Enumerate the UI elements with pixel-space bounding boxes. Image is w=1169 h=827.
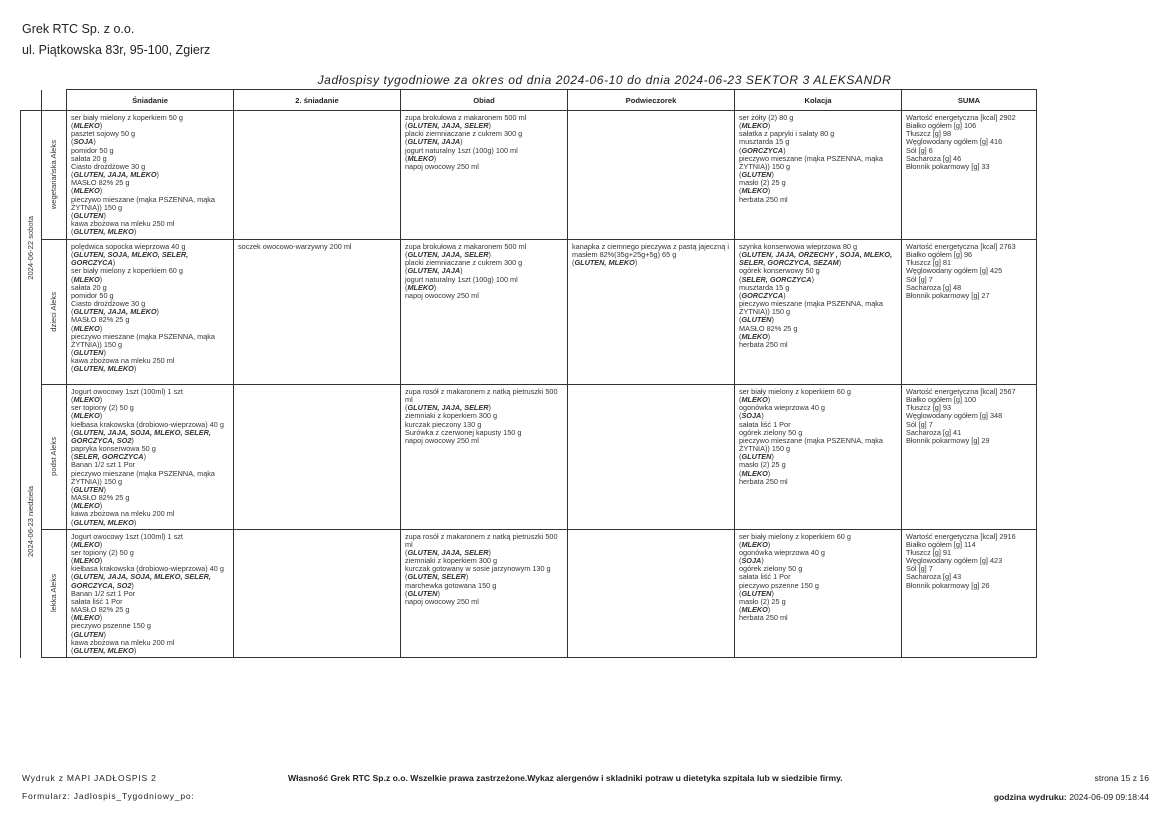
meal-cell — [401, 529, 568, 657]
meal-cell — [401, 111, 568, 240]
meal-item: napoj owocowy 250 ml — [405, 435, 479, 445]
meal-item: pieczywo mieszane (mąka PSZENNA, mąka ŻYTNIA)) 150 g — [71, 194, 215, 212]
allergen-list: GLUTEN — [741, 170, 772, 180]
allergen-note: (GLUTEN, MLEKO) — [71, 364, 137, 374]
allergen-note: (GLUTEN, MLEKO) — [71, 517, 137, 527]
allergen-list: GLUTEN, JAJA, SOJA, MLEKO, SELER, GORCZYCA, SO2 — [71, 427, 211, 445]
allergen-list: MLEKO — [73, 556, 100, 566]
meal-item: zupa rosół z makaronem z natką pietruszki 500 ml — [405, 387, 558, 405]
nutrition-line: Węglowodany ogółem [g] 416 — [906, 137, 1003, 147]
nutrition-line: Sacharoza [g] 48 — [906, 282, 962, 292]
allergen-list: MLEKO — [407, 282, 434, 292]
table-row — [21, 240, 1037, 385]
allergen-note: (GLUTEN, JAJA) — [405, 266, 463, 276]
meal-item: pieczywo pszenne 150 g — [739, 580, 819, 590]
footer-copyright: Własność Grek RTC Sp.z o.o. Wszelkie prawa zastrzeżone.Wykaz alergenów i skladniki potraw u dietetyka szpitala lub w siedzibie firmy. — [288, 773, 843, 783]
nutrition-line: Sacharoza [g] 46 — [906, 153, 962, 163]
sum-cell — [902, 240, 1037, 385]
allergen-list: MLEKO — [73, 323, 100, 333]
column-header: Kolacja — [735, 90, 902, 111]
nutrition-line: Białko ogółem [g] 100 — [906, 395, 977, 405]
allergen-list: GORCZYCA — [741, 290, 784, 300]
allergen-note: (GLUTEN, JAJA, SOJA, MLEKO, SELER, GORCZYCA, SO2) — [71, 572, 211, 590]
meal-cell — [67, 240, 234, 385]
meal-item: napoj owocowy 250 ml — [405, 290, 479, 300]
weekly-menu-table — [20, 89, 1037, 658]
meal-item: ogonówka wieprzowa 40 g — [739, 403, 825, 413]
allergen-note: (SOJA) — [739, 556, 764, 566]
meal-item: napoj owocowy 250 ml — [405, 161, 479, 171]
report-title: Jadłospisy tygodniowe za okres od dnia 2024-06-10 do dnia 2024-06-23 SEKTOR 3 ALEKSANDR — [317, 73, 892, 87]
meal-item: napoj owocowy 250 ml — [405, 596, 479, 606]
allergen-list: MLEKO — [741, 395, 768, 405]
meal-item: pieczywo mieszane (mąka PSZENNA, mąka ŻYTNIA)) 150 g — [739, 435, 883, 454]
print-time-value: 2024-06-09 09:18:44 — [1069, 792, 1149, 802]
allergen-list: SOJA — [741, 411, 762, 421]
diet-cell — [42, 529, 67, 657]
allergen-list: GLUTEN, MLEKO — [73, 517, 134, 527]
meal-item: pieczywo mieszane (mąka PSZENNA, mąka ŻYTNIA)) 150 g — [739, 153, 883, 171]
allergen-list: GLUTEN, JAJA, MLEKO — [73, 307, 157, 317]
nutrition-line: Tłuszcz [g] 93 — [906, 403, 952, 413]
allergen-list: MLEKO — [741, 605, 768, 615]
allergen-note: (GLUTEN) — [71, 210, 106, 220]
table-header-row — [21, 90, 1037, 111]
allergen-list: GORCZYCA — [741, 145, 784, 155]
footer-form: Formularz: Jadlospis_Tygodniowy_po: — [22, 791, 195, 801]
allergen-note: (GORCZYCA) — [739, 145, 786, 155]
nutrition-line: Sacharoza [g] 43 — [906, 572, 962, 582]
allergen-list: SELER, GORCZYCA — [741, 274, 812, 284]
header-blank — [21, 90, 42, 111]
day-label: 2024-06-23 niedziela — [25, 485, 35, 557]
allergen-note: (MLEKO) — [739, 331, 771, 341]
meal-cell — [67, 529, 234, 657]
meal-item: kawa zbożowa na mleku 250 ml — [71, 356, 175, 366]
allergen-note: (MLEKO) — [739, 605, 771, 615]
meal-item: polędwica sopocka wieprzowa 40 g — [71, 242, 186, 251]
meal-cell — [735, 240, 902, 385]
allergen-note: (MLEKO) — [739, 468, 771, 478]
allergen-list: GLUTEN — [741, 452, 772, 462]
meal-item: kiełbasa krakowska (drobiowo-wieprzowa) 40 g — [71, 419, 224, 429]
allergen-note: (GLUTEN, MLEKO) — [71, 645, 137, 655]
meal-cell — [568, 111, 735, 240]
meal-cell — [234, 111, 401, 240]
allergen-note: (GLUTEN) — [71, 629, 106, 639]
allergen-list: GLUTEN, MLEKO — [73, 364, 134, 374]
diet-label: lekka Aleks — [48, 574, 58, 613]
allergen-list: SELER, GORCZYCA — [73, 452, 144, 462]
nutrition-line: Sacharoza [g] 41 — [906, 427, 962, 437]
meal-item: sałata liść 1 Por — [71, 596, 123, 606]
meal-item: soczek owocowo-warzywny 200 ml — [238, 242, 352, 251]
column-header: Obiad — [401, 90, 568, 111]
allergen-note: (GLUTEN, MLEKO) — [71, 227, 137, 237]
meal-item: Banan 1/2 szt 1 Por — [71, 588, 136, 598]
meal-item: MASŁO 82% 25 g — [71, 493, 130, 503]
allergen-note: (MLEKO) — [71, 186, 103, 196]
meal-item: ogórek zielony 50 g — [739, 564, 803, 574]
meal-item: jogurt naturalny 1szt (100g) 100 ml — [405, 145, 518, 155]
meal-item: Jogurt owocowy 1szt (100ml) 1 szt — [71, 531, 183, 541]
allergen-note: (MLEKO) — [739, 186, 771, 196]
nutrition-line: Białko ogółem [g] 96 — [906, 250, 973, 260]
meal-item: sałata 20 g — [71, 282, 107, 292]
footer-software: Wydruk z MAPI JADŁOSPIS 2 — [22, 773, 157, 783]
meal-item: placki ziemniaczane z cukrem 300 g — [405, 129, 523, 139]
allergen-note: (SOJA) — [739, 411, 764, 421]
allergen-note: (GLUTEN) — [739, 588, 774, 598]
allergen-list: MLEKO — [741, 539, 768, 549]
nutrition-line: Błonnik pokarmowy [g] 26 — [906, 580, 990, 590]
allergen-note: (MLEKO) — [739, 395, 771, 405]
meal-item: MASŁO 82% 25 g — [739, 323, 798, 333]
nutrition-line: Błonnik pokarmowy [g] 27 — [906, 290, 990, 300]
nutrition-line: Błonnik pokarmowy [g] 29 — [906, 435, 990, 445]
allergen-note: (GLUTEN, JAJA) — [405, 137, 463, 147]
allergen-list: MLEKO — [73, 501, 100, 511]
nutrition-line: Wartość energetyczna [kcal] 2902 — [906, 113, 1016, 122]
allergen-list: MLEKO — [407, 153, 434, 163]
meal-item: Banan 1/2 szt 1 Por — [71, 460, 136, 470]
allergen-note: (GLUTEN, JAJA, SELER) — [405, 121, 491, 131]
meal-item: ogórek zielony 50 g — [739, 427, 803, 437]
allergen-list: GLUTEN, SOJA, MLEKO, SELER, GORCZYCA — [71, 250, 189, 268]
column-header: Podwieczorek — [568, 90, 735, 111]
table-row — [21, 111, 1037, 240]
allergen-list: GLUTEN, JAJA, SOJA, MLEKO, SELER, GORCZYCA, SO2 — [71, 572, 211, 590]
header-blank — [42, 90, 67, 111]
allergen-note: (SELER, GORCZYCA) — [71, 452, 147, 462]
nutrition-line: Tłuszcz [g] 91 — [906, 547, 952, 557]
meal-item: Ciasto drożdżowe 30 g — [71, 299, 146, 309]
meal-cell — [234, 385, 401, 530]
allergen-list: GLUTEN, JAJA — [407, 266, 461, 276]
allergen-list: GLUTEN, JAJA, SELER — [407, 121, 489, 131]
allergen-list: GLUTEN, MLEKO — [574, 258, 635, 268]
meal-item: kurczak gotowany w sosie jarzynowym 130 g — [405, 564, 551, 574]
nutrition-line: Sól [g] 6 — [906, 145, 933, 155]
meal-cell — [568, 529, 735, 657]
meal-item: marchewka gotowana 150 g — [405, 580, 497, 590]
allergen-note: (SELER, GORCZYCA) — [739, 274, 815, 284]
allergen-note: (MLEKO) — [71, 121, 103, 131]
nutrition-line: Białko ogółem [g] 106 — [906, 121, 977, 131]
meal-item: ogórek konserwowy 50 g — [739, 266, 820, 276]
allergen-list: MLEKO — [73, 274, 100, 284]
allergen-note: (MLEKO) — [71, 613, 103, 623]
meal-item: masło (2) 25 g — [739, 596, 786, 606]
allergen-note: (GLUTEN, JAJA, SELER) — [405, 547, 491, 557]
allergen-list: GLUTEN, JAJA — [407, 137, 461, 147]
allergen-note: (GLUTEN) — [71, 484, 106, 494]
allergen-list: MLEKO — [73, 539, 100, 549]
nutrition-line: Wartość energetyczna [kcal] 2763 — [906, 242, 1016, 251]
allergen-note: (MLEKO) — [739, 539, 771, 549]
allergen-note: (GLUTEN) — [739, 170, 774, 180]
allergen-list: GLUTEN, MLEKO — [73, 227, 134, 237]
meal-item: pieczywo mieszane (mąka PSZENNA, mąka ŻYTNIA)) 150 g — [739, 299, 883, 317]
diet-label: wegetariańska Aleks — [48, 140, 58, 210]
meal-item: kawa zbożowa na mleku 200 ml — [71, 637, 175, 647]
allergen-list: GLUTEN, JAJA, ORZECHY , SOJA, MLEKO, SELER, GORCZYCA, SEZAM — [739, 250, 893, 268]
meal-item: kurczak pieczony 130 g — [405, 419, 482, 429]
allergen-list: MLEKO — [741, 121, 768, 131]
print-time — [994, 792, 1149, 802]
meal-item: pieczywo mieszane (mąka PSZENNA, mąka ŻYTNIA)) 150 g — [71, 468, 215, 486]
meal-item: sałata liść 1 Por — [739, 419, 791, 429]
allergen-note: (GLUTEN) — [71, 348, 106, 358]
nutrition-line: Tłuszcz [g] 81 — [906, 258, 952, 268]
meal-item: Jogurt owocowy 1szt (100ml) 1 szt — [71, 387, 183, 396]
sum-cell — [902, 385, 1037, 530]
meal-item: szynka konserwowa wieprzowa 80 g — [739, 242, 858, 251]
meal-item: kanapka z ciemnego pieczywa z pastą jajeczną i masłem 82%(35g+25g+5g) 65 g — [572, 242, 729, 260]
diet-cell — [42, 385, 67, 530]
allergen-list: MLEKO — [741, 468, 768, 478]
allergen-list: MLEKO — [741, 331, 768, 341]
allergen-note: (MLEKO) — [71, 323, 103, 333]
allergen-note: (MLEKO) — [71, 411, 103, 421]
meal-item: ser topiony (2) 50 g — [71, 547, 134, 557]
allergen-note: (GLUTEN, SELER) — [405, 572, 469, 582]
allergen-list: MLEKO — [73, 121, 100, 131]
meal-item: jogurt naturalny 1szt (100g) 100 ml — [405, 274, 518, 284]
allergen-list: MLEKO — [73, 613, 100, 623]
allergen-list: MLEKO — [73, 186, 100, 196]
meal-item: zupa brokułowa z makaronem 500 ml — [405, 113, 527, 122]
meal-item: kawa zbożowa na mleku 200 ml — [71, 509, 175, 519]
meal-item: zupa rosół z makaronem z natką pietruszki 500 ml — [405, 531, 558, 549]
meal-item: Ciasto drożdżowe 30 g — [71, 161, 146, 171]
allergen-list: GLUTEN — [407, 588, 438, 598]
meal-item: MASŁO 82% 25 g — [71, 605, 130, 615]
meal-item: ser biały mielony z koperkiem 60 g — [739, 387, 851, 396]
company-name: Grek RTC Sp. z o.o. — [22, 22, 135, 36]
meal-item: pieczywo mieszane (mąka PSZENNA, mąka ŻYTNIA)) 150 g — [71, 331, 215, 349]
meal-item: musztarda 15 g — [739, 137, 790, 147]
allergen-note: (MLEKO) — [405, 153, 437, 163]
nutrition-line: Sól [g] 7 — [906, 564, 933, 574]
diet-cell — [42, 111, 67, 240]
allergen-note: (MLEKO) — [71, 395, 103, 405]
allergen-note: (GLUTEN, JAJA, SELER) — [405, 250, 491, 260]
meal-item: Surówka z czerwonej kapusty 150 g — [405, 427, 522, 437]
meal-item: masło (2) 25 g — [739, 460, 786, 470]
meal-item: herbata 250 ml — [739, 194, 788, 204]
meal-item: musztarda 15 g — [739, 282, 790, 292]
allergen-note: (GLUTEN, JAJA, SOJA, MLEKO, SELER, GORCZYCA, SO2) — [71, 427, 211, 445]
allergen-list: GLUTEN — [73, 348, 104, 358]
sum-cell — [902, 111, 1037, 240]
allergen-list: GLUTEN, MLEKO — [73, 645, 134, 655]
allergen-list: MLEKO — [73, 395, 100, 405]
allergen-list: GLUTEN, JAJA, SELER — [407, 403, 489, 413]
allergen-note: (GORCZYCA) — [739, 290, 786, 300]
nutrition-line: Sól [g] 7 — [906, 274, 933, 284]
meal-item: MASŁO 82% 25 g — [71, 315, 130, 325]
allergen-list: GLUTEN — [741, 315, 772, 325]
meal-item: pomidor 50 g — [71, 145, 114, 155]
sum-cell — [902, 529, 1037, 657]
diet-label: podst Aleks — [48, 437, 58, 477]
allergen-note: (GLUTEN, SOJA, MLEKO, SELER, GORCZYCA) — [71, 250, 189, 268]
allergen-list: GLUTEN — [73, 629, 104, 639]
meal-item: MASŁO 82% 25 g — [71, 178, 130, 188]
meal-item: sałatka z papryki i sałaty 80 g — [739, 129, 835, 139]
meal-item: ser biały mielony z koperkiem 60 g — [739, 531, 851, 541]
nutrition-line: Wartość energetyczna [kcal] 2916 — [906, 531, 1016, 541]
allergen-note: (MLEKO) — [71, 556, 103, 566]
allergen-list: GLUTEN, JAJA, SELER — [407, 250, 489, 260]
meal-item: herbata 250 ml — [739, 339, 788, 349]
meal-item: pomidor 50 g — [71, 290, 114, 300]
allergen-list: GLUTEN, SELER — [407, 572, 466, 582]
allergen-list: SOJA — [741, 556, 762, 566]
allergen-note: (MLEKO) — [71, 501, 103, 511]
nutrition-line: Białko ogółem [g] 114 — [906, 539, 976, 549]
allergen-note: (SOJA) — [71, 137, 96, 147]
meal-item: pieczywo pszenne 150 g — [71, 621, 151, 631]
meal-item: herbata 250 ml — [739, 613, 788, 623]
allergen-note: (GLUTEN) — [405, 588, 440, 598]
nutrition-line: Wartość energetyczna [kcal] 2567 — [906, 387, 1016, 396]
meal-cell — [735, 529, 902, 657]
meal-cell — [234, 529, 401, 657]
meal-item: ser żółty (2) 80 g — [739, 113, 794, 122]
meal-item: masło (2) 25 g — [739, 178, 786, 188]
allergen-list: SOJA — [73, 137, 94, 147]
diet-cell — [42, 240, 67, 385]
meal-item: ser biały mielony z koperkiem 60 g — [71, 266, 183, 276]
allergen-note: (GLUTEN, JAJA, MLEKO) — [71, 170, 159, 180]
allergen-list: GLUTEN — [73, 484, 104, 494]
allergen-note: (GLUTEN, MLEKO) — [572, 258, 638, 268]
allergen-note: (GLUTEN, JAJA, MLEKO) — [71, 307, 159, 317]
allergen-note: (MLEKO) — [71, 274, 103, 284]
meal-cell — [568, 385, 735, 530]
meal-cell — [67, 111, 234, 240]
meal-item: sałata liść 1 Por — [739, 572, 791, 582]
column-header: Śniadanie — [67, 90, 234, 111]
column-header: SUMA — [902, 90, 1037, 111]
meal-cell — [401, 240, 568, 385]
meal-cell — [568, 240, 735, 385]
allergen-note: (GLUTEN) — [739, 315, 774, 325]
page-number: strona 15 z 16 — [1094, 773, 1149, 783]
allergen-note: (GLUTEN) — [739, 452, 774, 462]
meal-item: papryka konserwowa 50 g — [71, 444, 156, 454]
meal-item: kiełbasa krakowska (drobiowo-wieprzowa) 40 g — [71, 564, 224, 574]
meal-cell — [735, 111, 902, 240]
table-row — [21, 385, 1037, 530]
allergen-list: GLUTEN — [73, 210, 104, 220]
allergen-note: (MLEKO) — [405, 282, 437, 292]
day-cell — [21, 111, 42, 385]
meal-item: ogonówka wieprzowa 40 g — [739, 547, 825, 557]
meal-item: ziemniaki z koperkiem 300 g — [405, 411, 498, 421]
meal-cell — [401, 385, 568, 530]
meal-item: herbata 250 ml — [739, 476, 788, 486]
allergen-note: (MLEKO) — [739, 121, 771, 131]
day-cell — [21, 385, 42, 658]
allergen-list: GLUTEN, JAJA, SELER — [407, 547, 489, 557]
allergen-note: (GLUTEN, JAJA, SELER) — [405, 403, 491, 413]
meal-item: ser topiony (2) 50 g — [71, 403, 134, 413]
meal-item: ser biały mielony z koperkiem 50 g — [71, 113, 183, 122]
meal-cell — [735, 385, 902, 530]
allergen-list: MLEKO — [741, 186, 768, 196]
nutrition-line: Węglowodany ogółem [g] 348 — [906, 411, 1003, 421]
meal-item: kawa zbożowa na mleku 250 ml — [71, 219, 175, 229]
meal-item: zupa brokułowa z makaronem 500 ml — [405, 242, 527, 251]
allergen-note: (MLEKO) — [71, 539, 103, 549]
nutrition-line: Tłuszcz [g] 98 — [906, 129, 952, 139]
meal-item: pasztet sojowy 50 g — [71, 129, 136, 139]
nutrition-line: Błonnik pokarmowy [g] 33 — [906, 161, 990, 171]
table-row — [21, 529, 1037, 657]
meal-item: placki ziemniaczane z cukrem 300 g — [405, 258, 523, 268]
nutrition-line: Węglowodany ogółem [g] 423 — [906, 556, 1003, 566]
meal-item: sałata 20 g — [71, 153, 107, 163]
allergen-list: MLEKO — [73, 411, 100, 421]
nutrition-line: Sól [g] 7 — [906, 419, 933, 429]
company-address: ul. Piątkowska 83r, 95-100, Zgierz — [22, 43, 211, 57]
day-label: 2024-06-22 sobota — [25, 215, 35, 280]
nutrition-line: Węglowodany ogółem [g] 425 — [906, 266, 1003, 276]
allergen-list: GLUTEN, JAJA, MLEKO — [73, 170, 157, 180]
diet-label: dzieci Aleks — [48, 292, 58, 332]
allergen-list: GLUTEN — [741, 588, 772, 598]
allergen-note: (GLUTEN, JAJA, ORZECHY , SOJA, MLEKO, SELER, GORCZYCA, SEZAM) — [739, 250, 893, 268]
meal-cell — [234, 240, 401, 385]
column-header: 2. śniadanie — [234, 90, 401, 111]
meal-cell — [67, 385, 234, 530]
meal-item: ziemniaki z koperkiem 300 g — [405, 556, 498, 566]
print-time-label: godzina wydruku: — [993, 792, 1067, 802]
